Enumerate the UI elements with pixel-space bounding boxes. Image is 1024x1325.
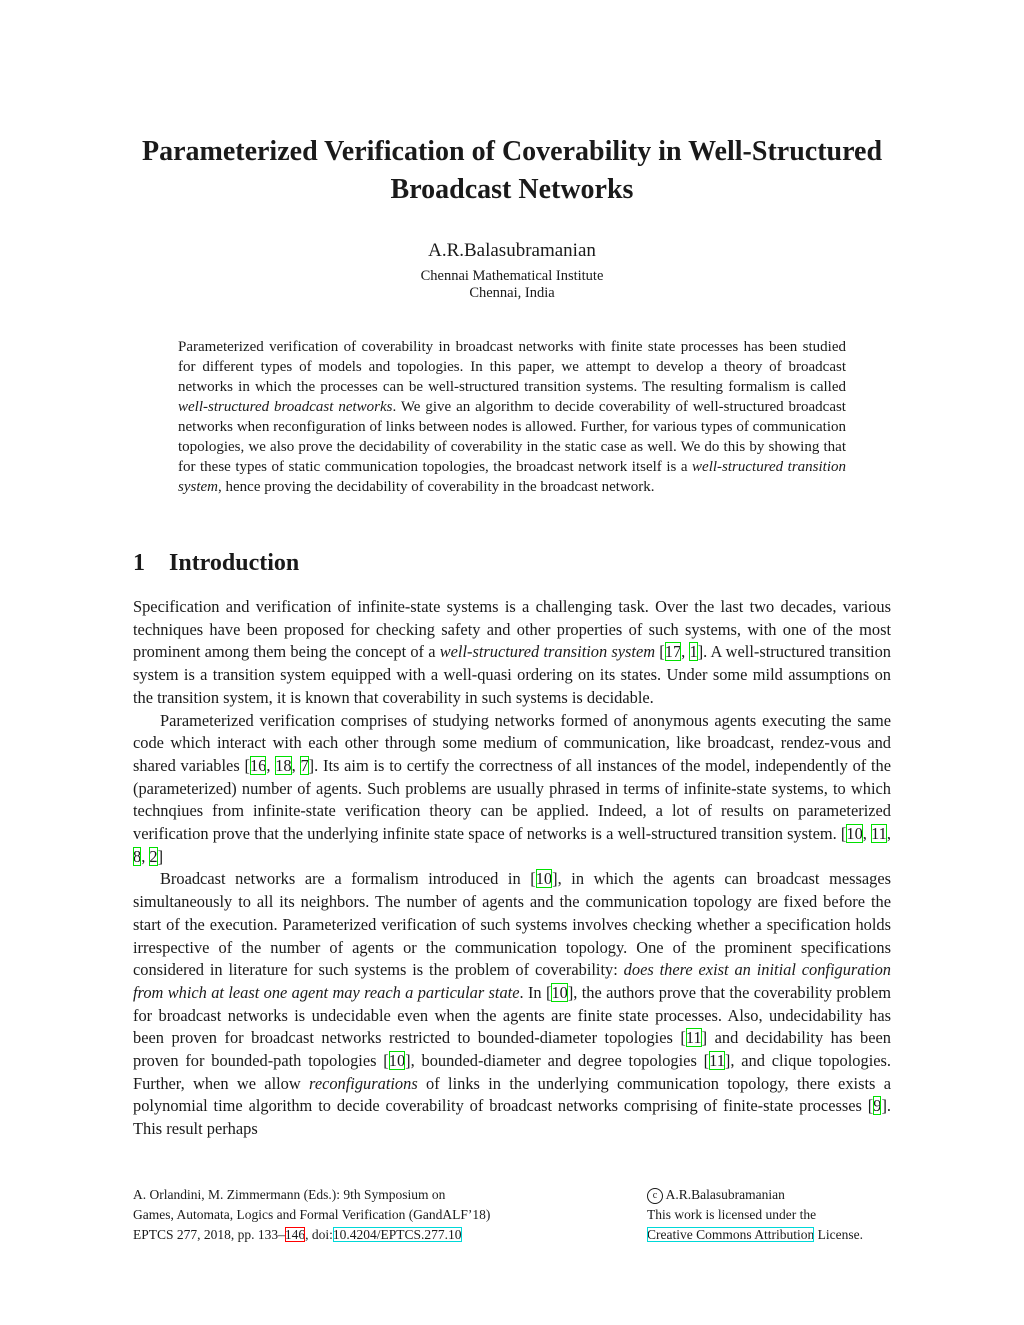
footer-text: , doi:: [305, 1227, 333, 1242]
citation-link[interactable]: 7: [300, 755, 309, 775]
citation-link[interactable]: 10: [846, 824, 863, 844]
text-run: ,: [141, 846, 150, 866]
text-run: Broadcast networks are a formalism introduced in [: [160, 869, 536, 889]
citation-link[interactable]: 1: [689, 642, 698, 662]
author-name: A.R.Balasubramanian: [428, 240, 596, 261]
text-run: ]: [157, 846, 164, 866]
citation-link[interactable]: 10: [535, 869, 553, 889]
emphasis: reconfigurations: [309, 1073, 418, 1093]
last-page-link[interactable]: 146: [284, 1227, 306, 1242]
text-run: ]. Its aim is to certify the correctness of all instances of the model, independently of the (parameterized) number of agents. Such problems are usually phrased in terms of infinite-state systems, to which technqiues from infinite-state verification theory can be applied. Indeed, a lot of results on parameterized verification prove that the underlying infinite state space of networks is a well-structured transition system. [: [133, 755, 892, 844]
section-title: Introduction: [169, 550, 300, 576]
citation-link[interactable]: 16: [249, 755, 267, 775]
citation-link[interactable]: 8: [133, 846, 142, 866]
abstract: [178, 337, 846, 497]
copyright-icon: c: [647, 1188, 663, 1204]
text-run: ]. This result perhaps: [133, 1096, 891, 1139]
footer-line: This work is licensed under the: [647, 1207, 817, 1222]
footer-line: [647, 1225, 907, 1245]
citation-link[interactable]: 9: [873, 1096, 882, 1116]
text-run: ,: [886, 824, 891, 844]
doi-link[interactable]: 10.4204/EPTCS.277.10: [332, 1227, 462, 1242]
footer-line: Games, Automata, Logics and Formal Verification (GandALF’18): [133, 1207, 491, 1222]
text-run: ] and decidability has been proven for bounded-path topologies [: [133, 1028, 891, 1071]
footer-line: A. Orlandini, M. Zimmermann (Eds.): 9th Symposium on: [133, 1187, 446, 1202]
text-run: ,: [681, 642, 690, 662]
text-run: ], the authors prove that the coverability problem for broadcast networks is undecidable even when the agents are finite state processes. Also, undecidability has been proven for broadcast networks restricted to bounded-diameter topologies [: [133, 982, 892, 1048]
footer-text: EPTCS 277, 2018, pp. 133–: [133, 1227, 285, 1242]
emphasis: does there exist an initial configuration from which at least one agent may reach a particular state: [133, 960, 891, 1002]
text-run: ,: [291, 755, 301, 775]
paper-title-line-2: Broadcast Networks: [390, 174, 634, 205]
text-run: ,: [862, 824, 872, 844]
paragraph: [133, 596, 891, 710]
citation-link[interactable]: 2: [149, 846, 158, 866]
emphasis: well-structured transition system: [439, 642, 656, 662]
author-affiliation-institute: Chennai Mathematical Institute: [420, 268, 604, 284]
footer-line: [133, 1225, 613, 1245]
abstract-text: Parameterized verification of coverability in broadcast networks with finite state processes has been studied for different types of models and topologies. In this paper, we attempt to develop a theory of broadcast networks in which the processes can be well-structured transition systems. The resulting formalism is called: [178, 339, 846, 395]
license-link[interactable]: Creative Commons Attribution: [647, 1227, 815, 1242]
citation-link[interactable]: 11: [871, 824, 887, 844]
citation-link[interactable]: 17: [664, 642, 682, 662]
copyright-holder: A.R.Balasubramanian: [665, 1187, 785, 1202]
text-run: [: [655, 642, 665, 662]
abstract-text: . We give an algorithm to decide coverability of well-structured broadcast networks when reconfiguration of links between nodes is allowed. Further, for various types of communication topologies, we also prove the decidability of coverability in the static case as well. We do this by showing that for these types of static communication topologies, the broadcast network itself is a: [178, 399, 846, 475]
section-heading-introduction: [133, 547, 299, 579]
citation-link[interactable]: 10: [551, 982, 568, 1002]
paper-title-line-1: Parameterized Verification of Coverability in Well-Structured: [141, 136, 883, 167]
text-run: ], and clique topologies. Further, when we allow: [133, 1051, 892, 1093]
footer-text: License.: [814, 1227, 863, 1242]
citation-link[interactable]: 11: [709, 1051, 725, 1071]
abstract-emphasis: well-structured transition system: [178, 459, 846, 495]
text-run: ,: [266, 755, 276, 775]
text-run: . In [: [519, 982, 552, 1002]
citation-link[interactable]: 11: [685, 1028, 702, 1048]
citation-link[interactable]: 10: [388, 1051, 406, 1071]
footer-line: [647, 1185, 907, 1205]
abstract-emphasis: well-structured broadcast networks: [178, 399, 393, 415]
text-run: Parameterized verification comprises of studying networks formed of anonymous agents executing the same code which interact with each other through some medium of communication, like broadcast, rendez-vous and shared variables [: [133, 710, 891, 775]
citation-link[interactable]: 18: [275, 755, 292, 775]
text-run: ], in which the agents can broadcast messages simultaneously to all its neighbors. The number of agents and the communication topology are fixed before the start of the execution. Parameterized verification of such systems involves checking whether a specification holds irrespective of the number of agents or the communication topology. One of the prominent specifications considered in literature for such systems is the problem of coverability:: [133, 869, 891, 980]
text-run: ], bounded-diameter and degree topologies [: [405, 1051, 710, 1071]
introduction-body: [133, 596, 891, 1141]
paragraph: [133, 710, 891, 869]
paragraph: [133, 868, 891, 1140]
author-affiliation-location: Chennai, India: [469, 285, 555, 301]
license-footer: [647, 1185, 907, 1245]
publication-footer: [133, 1185, 613, 1245]
paper-title: [100, 133, 924, 209]
abstract-text: , hence proving the decidability of coverability in the broadcast network.: [218, 479, 655, 495]
text-run: Specification and verification of infinite-state systems is a challenging task. Over the last two decades, various techniques have been proposed for checking safety and other properties of such systems, with one of the most prominent among them being the concept of a: [133, 597, 891, 662]
text-run: of links in the underlying communication topology, there exists a polynomial time algorithm to decide coverability of broadcast networks comprising of finite-state processes [: [133, 1073, 891, 1116]
text-run: ]. A well-structured transition system is a transition system equipped with a well-quasi ordering on its states. Under some mild assumptions on the transition system, it is known that coverability in such systems is decidable.: [133, 642, 892, 707]
section-number: 1: [133, 550, 145, 576]
